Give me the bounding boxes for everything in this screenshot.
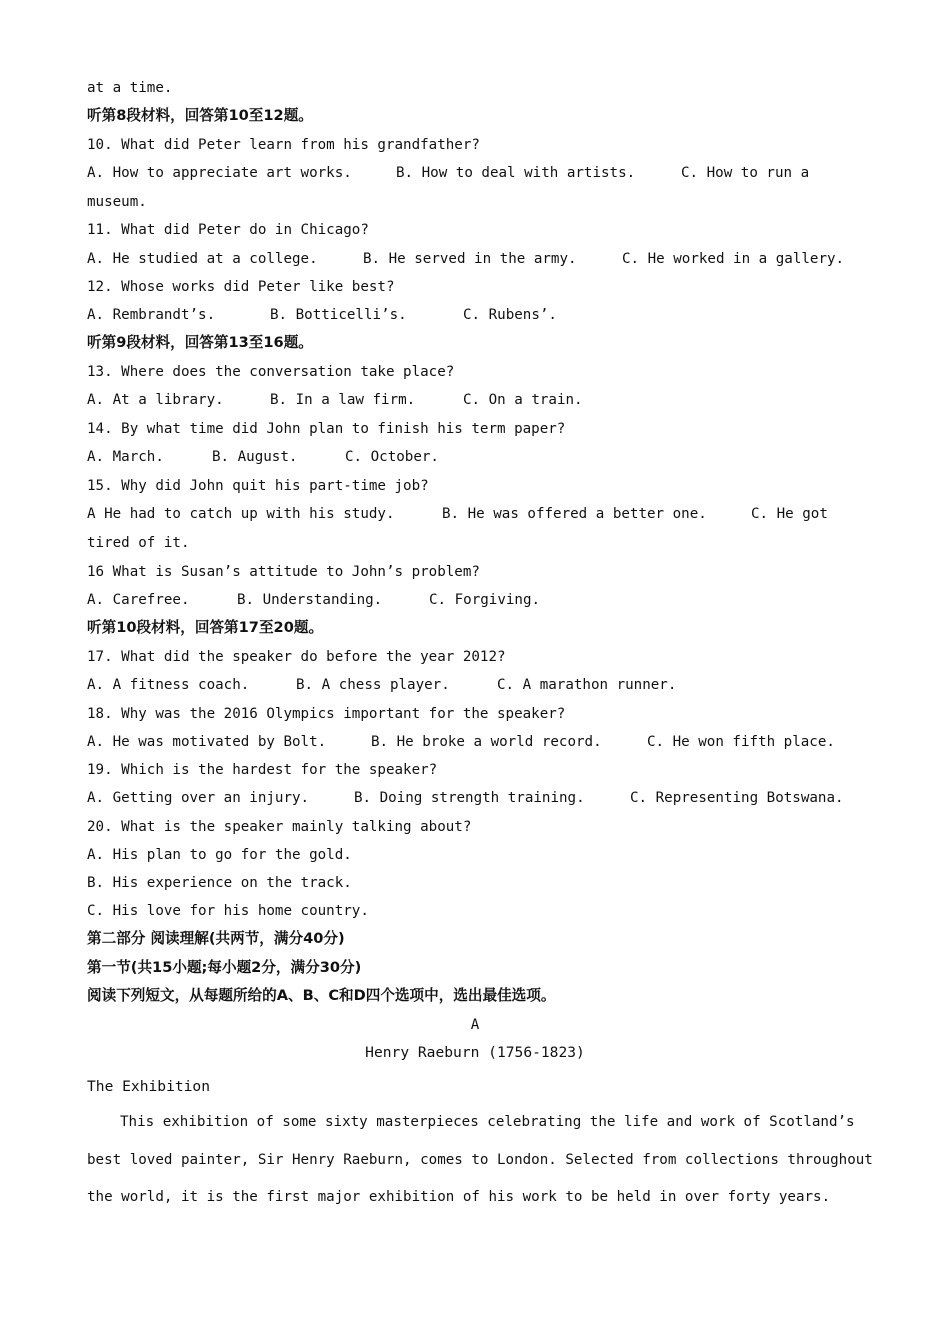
option-c: C. Representing Botswana. bbox=[630, 790, 844, 806]
option-a: A He had to catch up with his study. bbox=[87, 506, 395, 522]
question-17: 17. What did the speaker do before the year 2012? bbox=[87, 649, 506, 665]
option-c: C. He worked in a gallery. bbox=[622, 251, 845, 267]
instructions: 阅读下列短文，从每题所给的A、B、C和D四个选项中，选出最佳选项。 bbox=[87, 987, 556, 1004]
question-16: 16 What is Susan’s attitude to John’s problem? bbox=[87, 564, 480, 580]
option-c: C. October. bbox=[345, 449, 439, 465]
passage-title: Henry Raeburn (1756-1823) bbox=[365, 1044, 585, 1061]
question-20: 20. What is the speaker mainly talking about? bbox=[87, 819, 472, 835]
question-11: 11. What did Peter do in Chicago? bbox=[87, 222, 369, 238]
option-b: B. Understanding. bbox=[237, 592, 383, 608]
option-b: B. He broke a world record. bbox=[371, 734, 602, 750]
option-b: B. How to deal with artists. bbox=[396, 165, 636, 181]
paragraph-line: best loved painter, Sir Henry Raeburn, comes to London. Selected from collections throughout bbox=[87, 1152, 873, 1168]
section-heading: 听第8段材料，回答第10至12题。 bbox=[87, 107, 313, 124]
section-heading: 第一节(共15小题;每小题2分，满分30分) bbox=[87, 959, 362, 976]
option-b: B. In a law firm. bbox=[270, 392, 416, 408]
option-a: A. Rembrandt’s. bbox=[87, 307, 216, 323]
question-14: 14. By what time did John plan to finish his term paper? bbox=[87, 421, 566, 437]
option-c: C. He won fifth place. bbox=[647, 734, 835, 750]
option-b: B. His experience on the track. bbox=[87, 875, 352, 891]
option-a: A. How to appreciate art works. bbox=[87, 165, 352, 181]
option-b: B. He served in the army. bbox=[363, 251, 577, 267]
option-a: A. Getting over an injury. bbox=[87, 790, 310, 806]
option-a: A. March. bbox=[87, 449, 164, 465]
option-a: A. At a library. bbox=[87, 392, 224, 408]
option-c: C. Rubens’. bbox=[463, 307, 557, 323]
passage-label: A bbox=[470, 1017, 480, 1033]
question-15: 15. Why did John quit his part-time job? bbox=[87, 478, 429, 494]
paragraph-line: the world, it is the first major exhibition of his work to be held in over forty years. bbox=[87, 1189, 831, 1205]
option-a: A. A fitness coach. bbox=[87, 677, 250, 693]
section-heading: 听第9段材料，回答第13至16题。 bbox=[87, 334, 313, 351]
question-10: 10. What did Peter learn from his grandfather? bbox=[87, 137, 480, 153]
option-c: C. A marathon runner. bbox=[497, 677, 677, 693]
option-b: B. August. bbox=[212, 449, 298, 465]
section-heading: 听第10段材料，回答第17至20题。 bbox=[87, 619, 324, 636]
part-heading: 第二部分 阅读理解(共两节，满分40分) bbox=[87, 930, 345, 947]
question-12: 12. Whose works did Peter like best? bbox=[87, 279, 395, 295]
passage-subtitle: The Exhibition bbox=[87, 1078, 211, 1095]
question-19: 19. Which is the hardest for the speaker? bbox=[87, 762, 438, 778]
option-b: B. Doing strength training. bbox=[354, 790, 585, 806]
paragraph-line: This exhibition of some sixty masterpieces celebrating the life and work of Scotland’s bbox=[120, 1114, 855, 1130]
option-c: C. His love for his home country. bbox=[87, 903, 369, 919]
option-c: C. Forgiving. bbox=[429, 592, 541, 608]
option-c: C. On a train. bbox=[463, 392, 583, 408]
option-b: B. He was offered a better one. bbox=[442, 506, 707, 522]
option-b: B. Botticelli’s. bbox=[270, 307, 407, 323]
text-line: at a time. bbox=[87, 80, 173, 96]
option-b: B. A chess player. bbox=[296, 677, 450, 693]
option-a: A. He was motivated by Bolt. bbox=[87, 734, 327, 750]
option-c-continued: tired of it. bbox=[87, 535, 190, 551]
option-a: A. His plan to go for the gold. bbox=[87, 847, 352, 863]
option-a: A. Carefree. bbox=[87, 592, 190, 608]
option-c: C. He got bbox=[751, 506, 828, 522]
option-c: C. How to run a bbox=[681, 165, 810, 181]
question-18: 18. Why was the 2016 Olympics important for the speaker? bbox=[87, 706, 566, 722]
option-a: A. He studied at a college. bbox=[87, 251, 318, 267]
question-13: 13. Where does the conversation take place? bbox=[87, 364, 455, 380]
option-c-continued: museum. bbox=[87, 194, 147, 210]
